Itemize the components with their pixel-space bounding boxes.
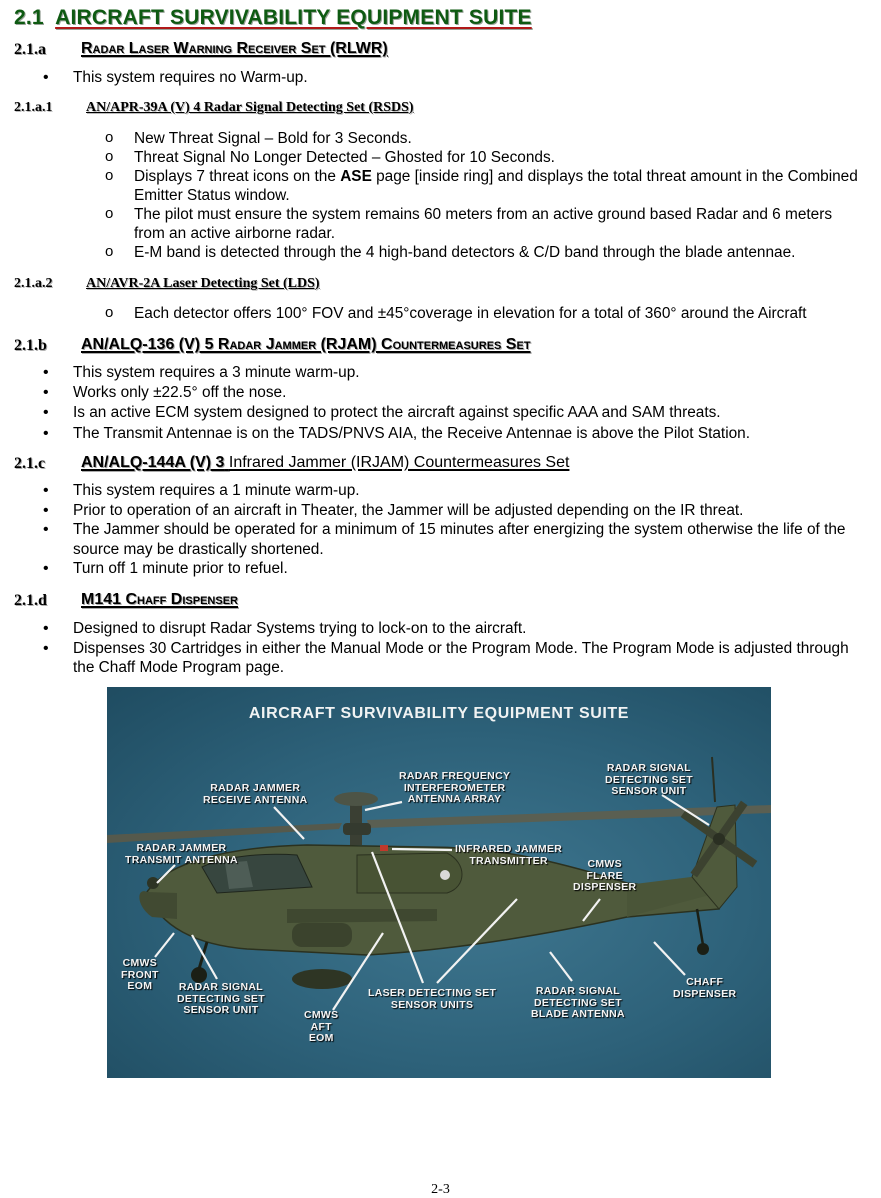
label-laser-detecting-set-sensors: LASER DETECTING SET SENSOR UNITS — [368, 987, 497, 1011]
list-item: • Is an active ECM system designed to protect the aircraft against specific AAA and SAM threats. — [14, 403, 864, 423]
list-item: • Prior to operation of an aircraft in Theater, the Jammer will be adjusted depending on the IR threat. — [14, 501, 864, 521]
list-item: • This system requires a 1 minute warm-up. — [14, 481, 864, 501]
circle-list-a1 — [14, 129, 860, 262]
list-item: • Works only ±22.5° off the nose. — [14, 383, 864, 403]
list-item: • Designed to disrupt Radar Systems trying to lock-on to the aircraft. — [14, 619, 864, 639]
ase-emphasis: ASE — [340, 168, 372, 185]
label-rsds-blade-antenna: RADAR SIGNAL DETECTING SET BLADE ANTENNA — [531, 985, 625, 1020]
list-item: o Each detector offers 100° FOV and ±45°coverage in elevation for a total of 360° around the Aircraft — [14, 304, 874, 323]
page-number: 2-3 — [431, 1182, 450, 1197]
label-cmws-flare-dispenser: CMWS FLARE DISPENSER — [573, 858, 637, 893]
subsection-title: Radar Laser Warning Receiver Set (RLWR) — [81, 40, 388, 57]
list-item: • Dispenses 30 Cartridges in either the Manual Mode or the Program Mode. The Program Mode is adjusted through the Chaff Mode Program page. — [14, 639, 864, 678]
label-radar-frequency-interferometer: RADAR FREQUENCY INTERFEROMETER ANTENNA ARRAY — [399, 770, 511, 805]
bullet-list-d — [14, 619, 864, 678]
helicopter-illustration — [107, 687, 771, 1078]
callout-line — [654, 942, 685, 975]
subsection-heading-b — [14, 336, 874, 356]
list-item: o E-M band is detected through the 4 high-band detectors & C/D band through the blade antennae. — [14, 243, 860, 262]
label-radar-jammer-transmit-antenna: RADAR JAMMER TRANSMIT ANTENNA — [125, 842, 238, 866]
subsection-number: 2.1.c — [14, 455, 46, 472]
subsection-number: 2.1.b — [14, 337, 47, 354]
list-item: • This system requires no Warm-up. — [14, 68, 864, 88]
callout-line — [392, 849, 452, 850]
bullet-list-a — [14, 68, 864, 88]
list-item: • The Transmit Antennae is on the TADS/PNVS AIA, the Receive Antennae is above the Pilot Station. — [14, 424, 864, 444]
list-item: • The Jammer should be operated for a minimum of 15 minutes after energizing the system otherwise the life of the source may be drastically shortened. — [14, 520, 864, 559]
figure-title: AIRCRAFT SURVIVABILITY EQUIPMENT SUITE — [248, 705, 630, 722]
subsection-title — [81, 454, 569, 472]
rocket-pod — [292, 923, 352, 947]
stub-wing — [287, 909, 437, 923]
rotor-blade-left — [107, 823, 342, 843]
subsection-title: AN/ALQ-136 (V) 5 Radar Jammer (RJAM) Countermeasures Set — [81, 336, 531, 353]
list-item: o The pilot must ensure the system remains 60 meters from an active ground based Radar and 6 meters from an active airborne radar. — [14, 205, 860, 243]
bullet-list-c — [14, 481, 864, 579]
subsection-number: 2.1.d — [14, 592, 47, 609]
rsds-antenna-top — [712, 757, 715, 802]
list-item: o Threat Signal No Longer Detected – Ghosted for 10 Seconds. — [14, 148, 860, 167]
label-rsds-sensor-unit-top: RADAR SIGNAL DETECTING SET SENSOR UNIT — [605, 762, 693, 797]
subsubsection-number: 2.1.a.2 — [14, 276, 53, 291]
bullet-list-b — [14, 363, 864, 443]
subsubsection-title: AN/AVR-2A Laser Detecting Set (LDS) — [86, 276, 320, 291]
subsection-heading-c — [14, 454, 874, 474]
list-item: o New Threat Signal – Bold for 3 Seconds. — [14, 129, 860, 148]
list-item: • Turn off 1 minute prior to refuel. — [14, 559, 864, 579]
section-title: AIRCRAFT SURVIVABILITY EQUIPMENT SUITE — [55, 6, 532, 29]
subsubsection-number: 2.1.a.1 — [14, 100, 53, 115]
section-heading — [14, 6, 532, 30]
list-item: • This system requires a 3 minute warm-up. — [14, 363, 864, 383]
tail-wheel — [697, 943, 709, 955]
label-cmws-aft-eom: CMWS AFT EOM — [304, 1009, 339, 1044]
ir-jammer-unit — [380, 845, 388, 851]
label-radar-jammer-receive-antenna: RADAR JAMMER RECEIVE ANTENNA — [203, 782, 308, 806]
circle-list-a2 — [14, 304, 874, 323]
subsubsection-heading-a1 — [14, 100, 874, 118]
subsection-title-rest: Infrared Jammer (IRJAM) Countermeasures Set — [228, 454, 570, 471]
item-text-pre: Displays 7 threat icons on the — [134, 168, 341, 185]
callout-line — [550, 952, 572, 981]
subsection-number: 2.1.a — [14, 41, 46, 58]
wing-pod — [292, 969, 352, 989]
subsection-heading-d — [14, 591, 874, 611]
radar-dome — [334, 792, 378, 806]
nose-sensor-turret — [139, 891, 177, 919]
label-cmws-front-eom: CMWS FRONT EOM — [121, 957, 159, 992]
ase-diagram-figure — [107, 687, 771, 1078]
tail-gear-strut — [697, 909, 703, 945]
callout-line — [155, 933, 174, 957]
subsubsection-title: AN/APR-39A (V) 4 Radar Signal Detecting Set (RSDS) — [86, 100, 414, 115]
callout-line — [274, 807, 304, 839]
star-insignia — [440, 870, 450, 880]
section-number: 2.1 — [14, 6, 44, 29]
list-item — [14, 167, 860, 205]
subsection-title-bold: AN/ALQ-144A (V) 3 — [81, 454, 225, 471]
label-chaff-dispenser: CHAFF DISPENSER — [673, 976, 737, 1000]
item-text-post: page [inside ring] and displays the total threat amount in the Combined Emitter Status window. — [134, 168, 858, 204]
subsubsection-heading-a2 — [14, 276, 874, 294]
label-infrared-jammer-transmitter: INFRARED JAMMER TRANSMITTER — [455, 843, 563, 867]
subsection-title: M141 Chaff Dispenser — [81, 591, 238, 608]
subsection-heading-a — [14, 40, 874, 60]
rotor-hub — [343, 823, 371, 835]
label-rsds-sensor-unit-bottom: RADAR SIGNAL DETECTING SET SENSOR UNIT — [177, 981, 265, 1016]
